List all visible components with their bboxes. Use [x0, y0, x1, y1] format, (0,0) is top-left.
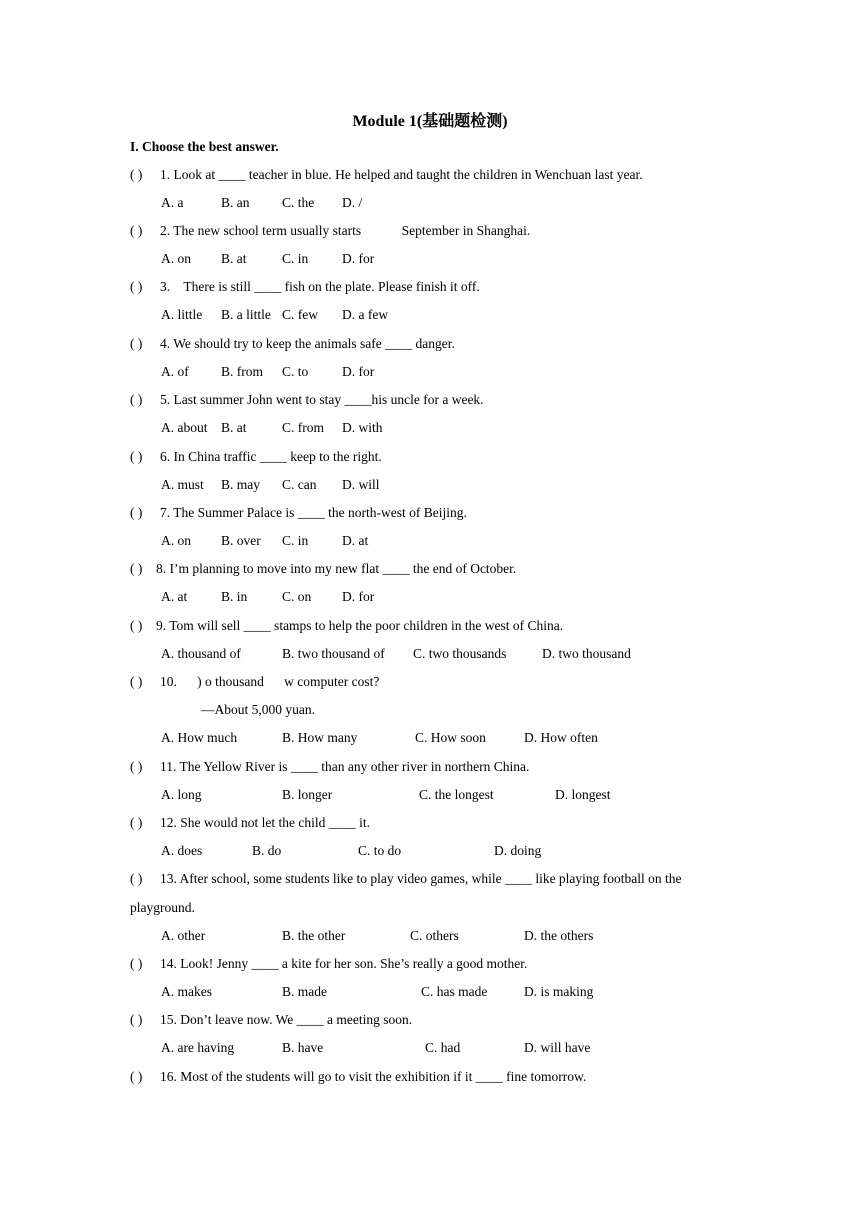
option-b: B. over — [221, 533, 261, 548]
answer-blank: ( ) — [130, 223, 143, 238]
question-text: 8. I’m planning to move into my new flat ____ the end of October. — [156, 561, 517, 576]
answer-blank: ( ) — [130, 815, 143, 830]
question-11 — [130, 758, 529, 776]
answer-blank: ( ) — [130, 449, 143, 464]
option-d: D. is making — [524, 984, 594, 999]
question-8 — [130, 560, 516, 578]
option-c: C. the longest — [419, 787, 494, 802]
question-16 — [130, 1068, 586, 1086]
option-a: A. are having — [161, 1040, 235, 1055]
question-text: 14. Look! Jenny ____ a kite for her son. She’s really a good mother. — [160, 956, 528, 971]
option-b: B. made — [282, 984, 327, 999]
answer-blank: ( ) — [130, 759, 143, 774]
question-4 — [130, 335, 455, 353]
option-d: D. longest — [555, 787, 611, 802]
option-d: D. will — [342, 477, 380, 492]
page-title: Module 1(基础题检测) — [352, 113, 508, 130]
option-b: B. do — [252, 843, 282, 858]
answer-blank: ( ) — [130, 336, 143, 351]
question-5 — [130, 391, 484, 409]
question-14 — [130, 955, 527, 973]
option-d: D. two thousand — [542, 646, 631, 661]
question-12 — [130, 814, 370, 832]
answer-blank: ( ) — [130, 1069, 143, 1084]
option-b: B. How many — [282, 730, 358, 745]
option-d: D. the others — [524, 928, 594, 943]
option-c: C. others — [410, 928, 459, 943]
option-b: B. may — [221, 477, 260, 492]
answer-blank: ( ) — [130, 167, 143, 182]
question-15 — [130, 1011, 412, 1029]
option-d: D. doing — [494, 843, 542, 858]
option-d: D. a few — [342, 307, 389, 322]
option-c: C. had — [425, 1040, 461, 1055]
option-b: B. the other — [282, 928, 346, 943]
option-a: A. How much — [161, 730, 238, 745]
question-1 — [130, 166, 643, 184]
option-d: D. How often — [524, 730, 598, 745]
question-text: 3. There is still ____ fish on the plate. Please finish it off. — [160, 279, 480, 294]
question-text: 1. Look at ____ teacher in blue. He helped and taught the children in Wenchuan last year. — [160, 167, 643, 182]
question-text: 7. The Summer Palace is ____ the north-west of Beijing. — [160, 505, 467, 520]
answer-blank: ( ) — [130, 618, 143, 633]
option-c: C. can — [282, 477, 317, 492]
option-c: C. in — [282, 533, 309, 548]
option-b: B. have — [282, 1040, 324, 1055]
option-a: A. other — [161, 928, 206, 943]
question-7 — [130, 504, 467, 522]
question-text: 15. Don’t leave now. We ____ a meeting soon. — [160, 1012, 413, 1027]
option-b: B. two thousand of — [282, 646, 385, 661]
question-13 — [130, 870, 682, 888]
option-a: A. on — [161, 533, 191, 548]
option-a: A. does — [161, 843, 203, 858]
option-c: C. to do — [358, 843, 402, 858]
option-d: D. for — [342, 251, 375, 266]
option-c: C. has made — [421, 984, 488, 999]
option-c: C. to — [282, 364, 309, 379]
answer-blank: ( ) — [130, 279, 143, 294]
option-d: D. at — [342, 533, 369, 548]
option-c: C. the — [282, 195, 315, 210]
question-2 — [130, 222, 530, 240]
option-a: A. on — [161, 251, 191, 266]
answer-blank: ( ) — [130, 505, 143, 520]
question-text: 10. ) o thousand w computer cost? — [160, 674, 380, 689]
question-text: 6. In China traffic ____ keep to the right. — [160, 449, 382, 464]
option-c: C. in — [282, 251, 309, 266]
option-b: B. at — [221, 251, 247, 266]
option-d: D. with — [342, 420, 383, 435]
question-text: 12. She would not let the child ____ it. — [160, 815, 370, 830]
option-a: A. at — [161, 589, 188, 604]
option-b: B. at — [221, 420, 247, 435]
option-a: A. thousand of — [161, 646, 241, 661]
option-b: B. from — [221, 364, 263, 379]
option-b: B. an — [221, 195, 250, 210]
question-10-response: —About 5,000 yuan. — [201, 702, 315, 717]
option-c: C. How soon — [415, 730, 486, 745]
answer-blank: ( ) — [130, 871, 143, 886]
question-text: 9. Tom will sell ____ stamps to help the poor children in the west of China. — [156, 618, 564, 633]
option-d: D. / — [342, 195, 363, 210]
section-heading: I. Choose the best answer. — [130, 139, 279, 154]
option-a: A. must — [161, 477, 204, 492]
option-b: B. longer — [282, 787, 333, 802]
option-d: D. for — [342, 589, 375, 604]
question-text: 5. Last summer John went to stay ____his uncle for a week. — [160, 392, 484, 407]
option-c: C. on — [282, 589, 312, 604]
answer-blank: ( ) — [130, 392, 143, 407]
option-a: A. long — [161, 787, 202, 802]
option-c: C. two thousands — [413, 646, 507, 661]
answer-blank: ( ) — [130, 674, 143, 689]
question-10 — [130, 673, 379, 691]
question-6 — [130, 448, 382, 466]
question-text: 4. We should try to keep the animals safe ____ danger. — [160, 336, 455, 351]
question-text: 11. The Yellow River is ____ than any other river in northern China. — [160, 759, 530, 774]
option-c: C. few — [282, 307, 318, 322]
option-a: A. little — [161, 307, 203, 322]
option-a: A. a — [161, 195, 184, 210]
question-3 — [130, 278, 480, 296]
answer-blank: ( ) — [130, 561, 143, 576]
option-a: A. makes — [161, 984, 212, 999]
answer-blank: ( ) — [130, 956, 143, 971]
option-d: D. will have — [524, 1040, 591, 1055]
question-9 — [130, 617, 563, 635]
question-text: 13. After school, some students like to play video games, while ____ like playing football on the — [160, 871, 682, 886]
option-b: B. in — [221, 589, 248, 604]
option-a: A. about — [161, 420, 208, 435]
option-c: C. from — [282, 420, 324, 435]
option-b: B. a little — [221, 307, 271, 322]
option-d: D. for — [342, 364, 375, 379]
answer-blank: ( ) — [130, 1012, 143, 1027]
question-text: 2. The new school term usually starts September in Shanghai. — [160, 223, 531, 238]
option-a: A. of — [161, 364, 189, 379]
question-13-continued: playground. — [130, 900, 195, 915]
question-text: 16. Most of the students will go to visit the exhibition if it ____ fine tomorrow. — [160, 1069, 587, 1084]
